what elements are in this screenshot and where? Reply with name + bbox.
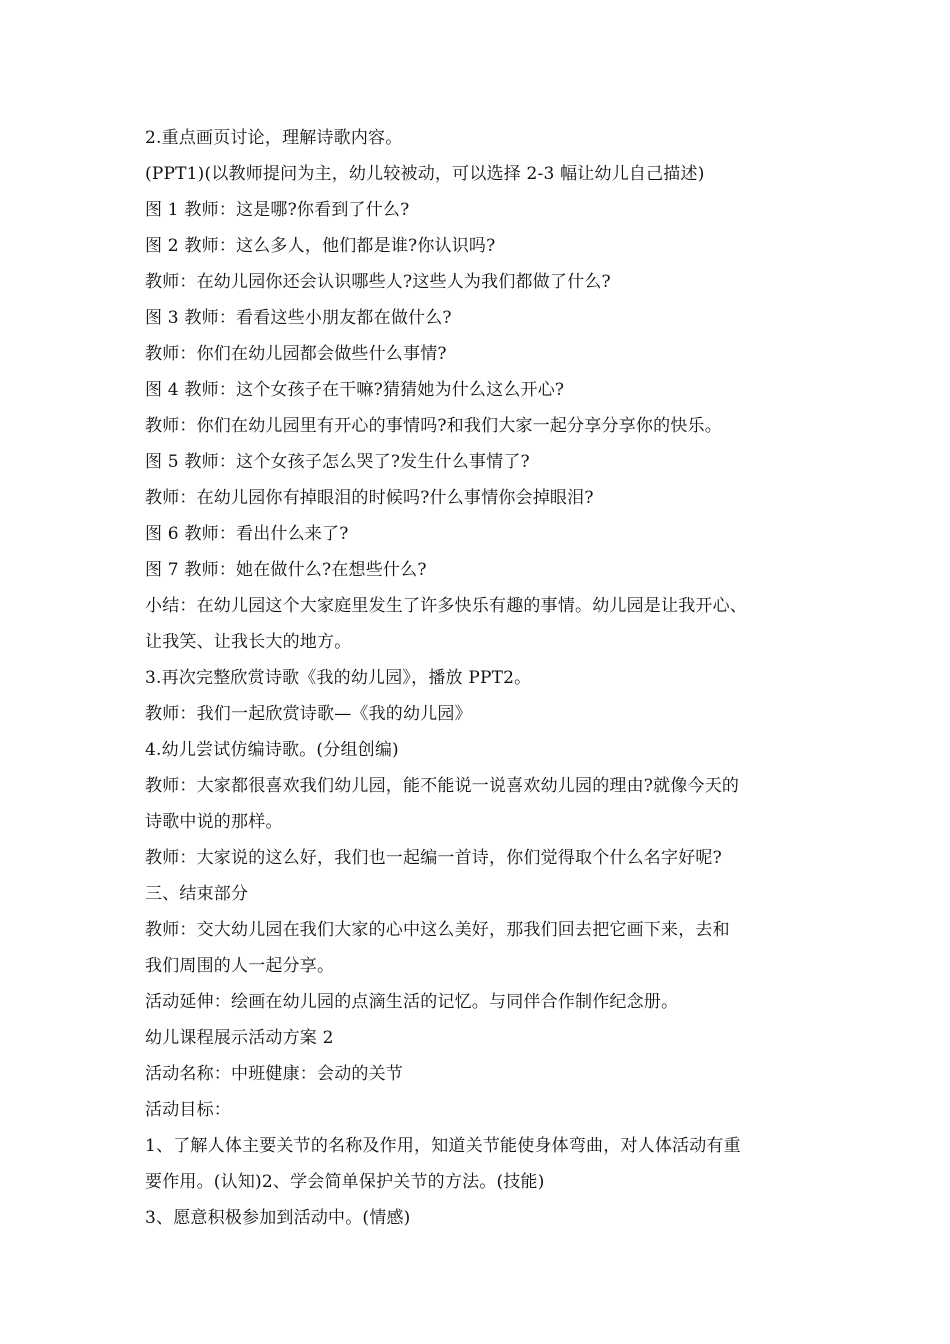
text-line: 图 6 教师：看出什么来了? [145, 524, 349, 544]
text-line: 图 3 教师：看看这些小朋友都在做什么? [145, 308, 452, 328]
text-line: 教师：交大幼儿园在我们大家的心中这么美好，那我们回去把它画下来，去和 [145, 920, 730, 940]
text-line: 图 7 教师：她在做什么?在想些什么? [145, 560, 427, 580]
text-line: 教师：在幼儿园你有掉眼泪的时候吗?什么事情你会掉眼泪? [145, 488, 594, 508]
text-line: 图 5 教师：这个女孩子怎么哭了?发生什么事情了? [145, 452, 530, 472]
text-line: 活动目标： [145, 1100, 231, 1120]
text-line: 让我笑、让我长大的地方。 [145, 632, 352, 652]
section-heading: 三、结束部分 [145, 884, 249, 904]
text-line: 教师：在幼儿园你还会认识哪些人?这些人为我们都做了什么? [145, 272, 611, 292]
text-line: 活动名称：中班健康：会动的关节 [145, 1064, 403, 1084]
text-line: 1、了解人体主要关节的名称及作用，知道关节能使身体弯曲，对人体活动有重 [145, 1136, 741, 1156]
text-line: 我们周围的人一起分享。 [145, 956, 335, 976]
text-line: (PPT1)(以教师提问为主，幼儿较被动，可以选择 2-3 幅让幼儿自己描述) [145, 164, 705, 184]
text-line: 图 2 教师：这么多人，他们都是谁?你认识吗? [145, 236, 496, 256]
section-heading: 3.再次完整欣赏诗歌《我的幼儿园》，播放 PPT2。 [145, 668, 532, 688]
text-line: 图 1 教师：这是哪?你看到了什么? [145, 200, 410, 220]
section-heading: 幼儿课程展示活动方案 2 [145, 1028, 334, 1048]
text-line: 教师：你们在幼儿园都会做些什么事情? [145, 344, 447, 364]
text-line: 诗歌中说的那样。 [145, 812, 283, 832]
text-line: 活动延伸：绘画在幼儿园的点滴生活的记忆。与同伴合作制作纪念册。 [145, 992, 679, 1012]
text-line: 教师：我们一起欣赏诗歌—《我的幼儿园》 [145, 704, 472, 724]
document-body [145, 120, 825, 1236]
text-line: 3、愿意积极参加到活动中。(情感) [145, 1208, 411, 1228]
text-line: 小结：在幼儿园这个大家庭里发生了许多快乐有趣的事情。幼儿园是让我开心、 [145, 596, 747, 616]
text-line: 图 4 教师：这个女孩子在干嘛?猜猜她为什么这么开心? [145, 380, 565, 400]
text-line: 2.重点画页讨论，理解诗歌内容。 [145, 128, 403, 148]
section-heading: 4.幼儿尝试仿编诗歌。(分组创编) [145, 740, 399, 760]
text-line: 教师：大家说的这么好，我们也一起编一首诗，你们觉得取个什么名字好呢? [145, 848, 722, 868]
text-line: 教师：你们在幼儿园里有开心的事情吗?和我们大家一起分享分享你的快乐。 [145, 416, 722, 436]
text-line: 要作用。(认知)2、学会简单保护关节的方法。(技能) [145, 1172, 545, 1192]
text-line: 教师：大家都很喜欢我们幼儿园，能不能说一说喜欢幼儿园的理由?就像今天的 [145, 776, 740, 796]
